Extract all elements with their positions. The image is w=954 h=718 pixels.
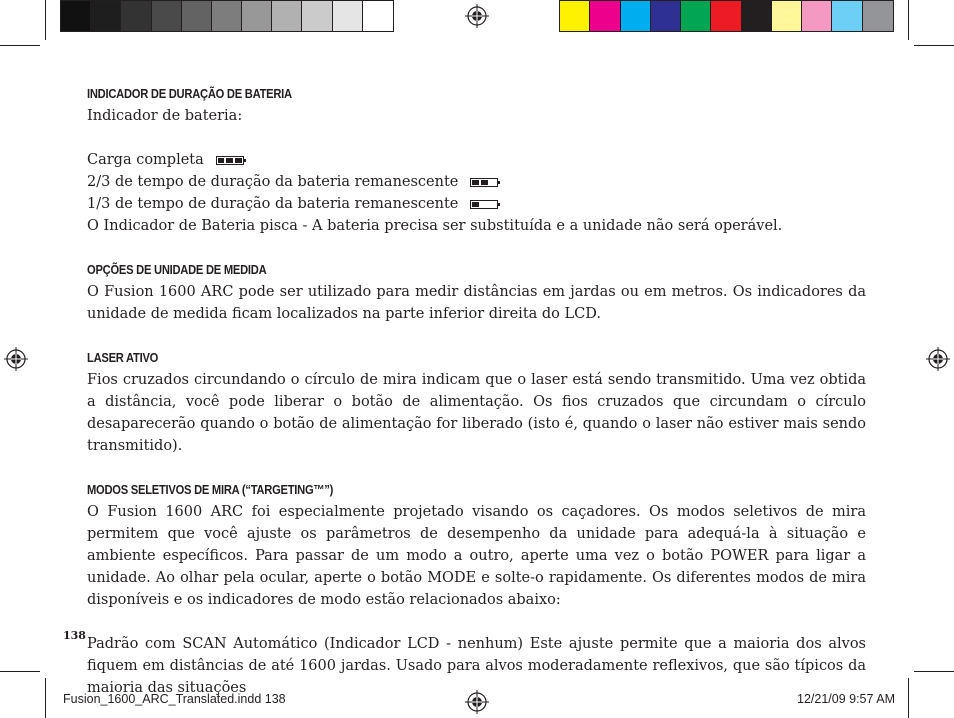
grayscale-color-bar (60, 0, 394, 32)
crop-mark (45, 678, 46, 718)
process-color-bar (559, 0, 894, 32)
color-swatch (333, 1, 363, 31)
battery-two-thirds-icon (470, 178, 498, 187)
color-swatch (212, 1, 242, 31)
battery-two-thirds-label: 2/3 de tempo de duração da bateria remanescente (87, 174, 459, 190)
color-swatch (272, 1, 302, 31)
color-swatch (590, 1, 620, 31)
color-swatch (61, 1, 91, 31)
crop-mark (914, 45, 954, 46)
crop-mark (0, 45, 40, 46)
slug-filename: Fusion_1600_ARC_Translated.indd 138 (63, 692, 286, 706)
color-swatch (242, 1, 272, 31)
crop-mark (914, 671, 954, 672)
registration-mark-icon (926, 347, 950, 371)
page-content (87, 83, 866, 696)
color-swatch (711, 1, 741, 31)
crop-mark (908, 0, 909, 40)
laser-paragraph: Fios cruzados circundando o círculo de mira indicam que o laser está sendo transmitido. Uma vez obtida a distância, você pode liberar o botão de alimentação. Os fios cruzados que circundam o círculo desaparecerão quando o botão de alimentação for liberado (isto é, quando o laser não estiver mais sendo transmitido). (87, 372, 866, 454)
registration-mark-icon (465, 4, 489, 28)
battery-one-third-label: 1/3 de tempo de duração da bateria remanescente (87, 196, 459, 212)
color-swatch (302, 1, 332, 31)
crop-mark (908, 678, 909, 718)
battery-flash-note: O Indicador de Bateria pisca - A bateria precisa ser substituída e a unidade não será operável. (87, 218, 783, 234)
color-swatch (802, 1, 832, 31)
color-swatch (91, 1, 121, 31)
targeting-paragraph: O Fusion 1600 ARC foi especialmente projetado visando os caçadores. Os modos seletivos de mira permitem que você ajuste os parâmetros de desempenho da unidade para adequá-la à situação e ambiente específicos. Para passar de um modo a outro, aperte uma vez o botão POWER para ligar a unidade. Ao olhar pela ocular, aperte o botão MODE e solte-o rapidamente. Os diferentes modos de mira disponíveis e os indicadores de modo estão relacionados abaixo: (87, 504, 866, 608)
color-swatch (182, 1, 212, 31)
color-swatch (651, 1, 681, 31)
color-swatch (621, 1, 651, 31)
slug-timestamp: 12/21/09 9:57 AM (797, 692, 895, 706)
color-swatch (772, 1, 802, 31)
battery-two-thirds-row (87, 171, 866, 193)
battery-one-third-row (87, 193, 866, 215)
section-heading-targeting: MODOS SELETIVOS DE MIRA (“TARGETING™”) (87, 482, 334, 497)
color-swatch (560, 1, 590, 31)
crop-mark (45, 0, 46, 40)
page-number: 138 (63, 629, 86, 642)
units-paragraph: O Fusion 1600 ARC pode ser utilizado para medir distâncias em jardas ou em metros. Os indicadores da unidade de medida ficam localizados na parte inferior direita do LCD. (87, 284, 866, 322)
color-swatch (363, 1, 393, 31)
color-swatch (742, 1, 772, 31)
color-swatch (152, 1, 182, 31)
color-swatch (832, 1, 862, 31)
battery-full-row (87, 149, 866, 171)
battery-full-label: Carga completa (87, 152, 204, 168)
section-heading-laser: LASER ATIVO (87, 350, 159, 365)
battery-intro: Indicador de bateria: (87, 108, 243, 124)
registration-mark-icon (4, 347, 28, 371)
battery-one-third-icon (470, 200, 498, 209)
section-heading-units: OPÇÕES DE UNIDADE DE MEDIDA (87, 262, 267, 277)
scan-mode-paragraph: Padrão com SCAN Automático (Indicador LCD - nenhum) Este ajuste permite que a maioria dos alvos fiquem em distâncias de até 1600 jardas. Usado para alvos moderadamente reflexivos, que são típicos da maioria das situações (87, 636, 866, 696)
section-heading-battery: INDICADOR DE DURAÇÃO DE BATERIA (87, 86, 292, 101)
crop-mark (0, 671, 40, 672)
color-swatch (863, 1, 893, 31)
battery-full-icon (216, 156, 244, 165)
registration-mark-icon (465, 690, 489, 714)
color-swatch (121, 1, 151, 31)
color-swatch (681, 1, 711, 31)
